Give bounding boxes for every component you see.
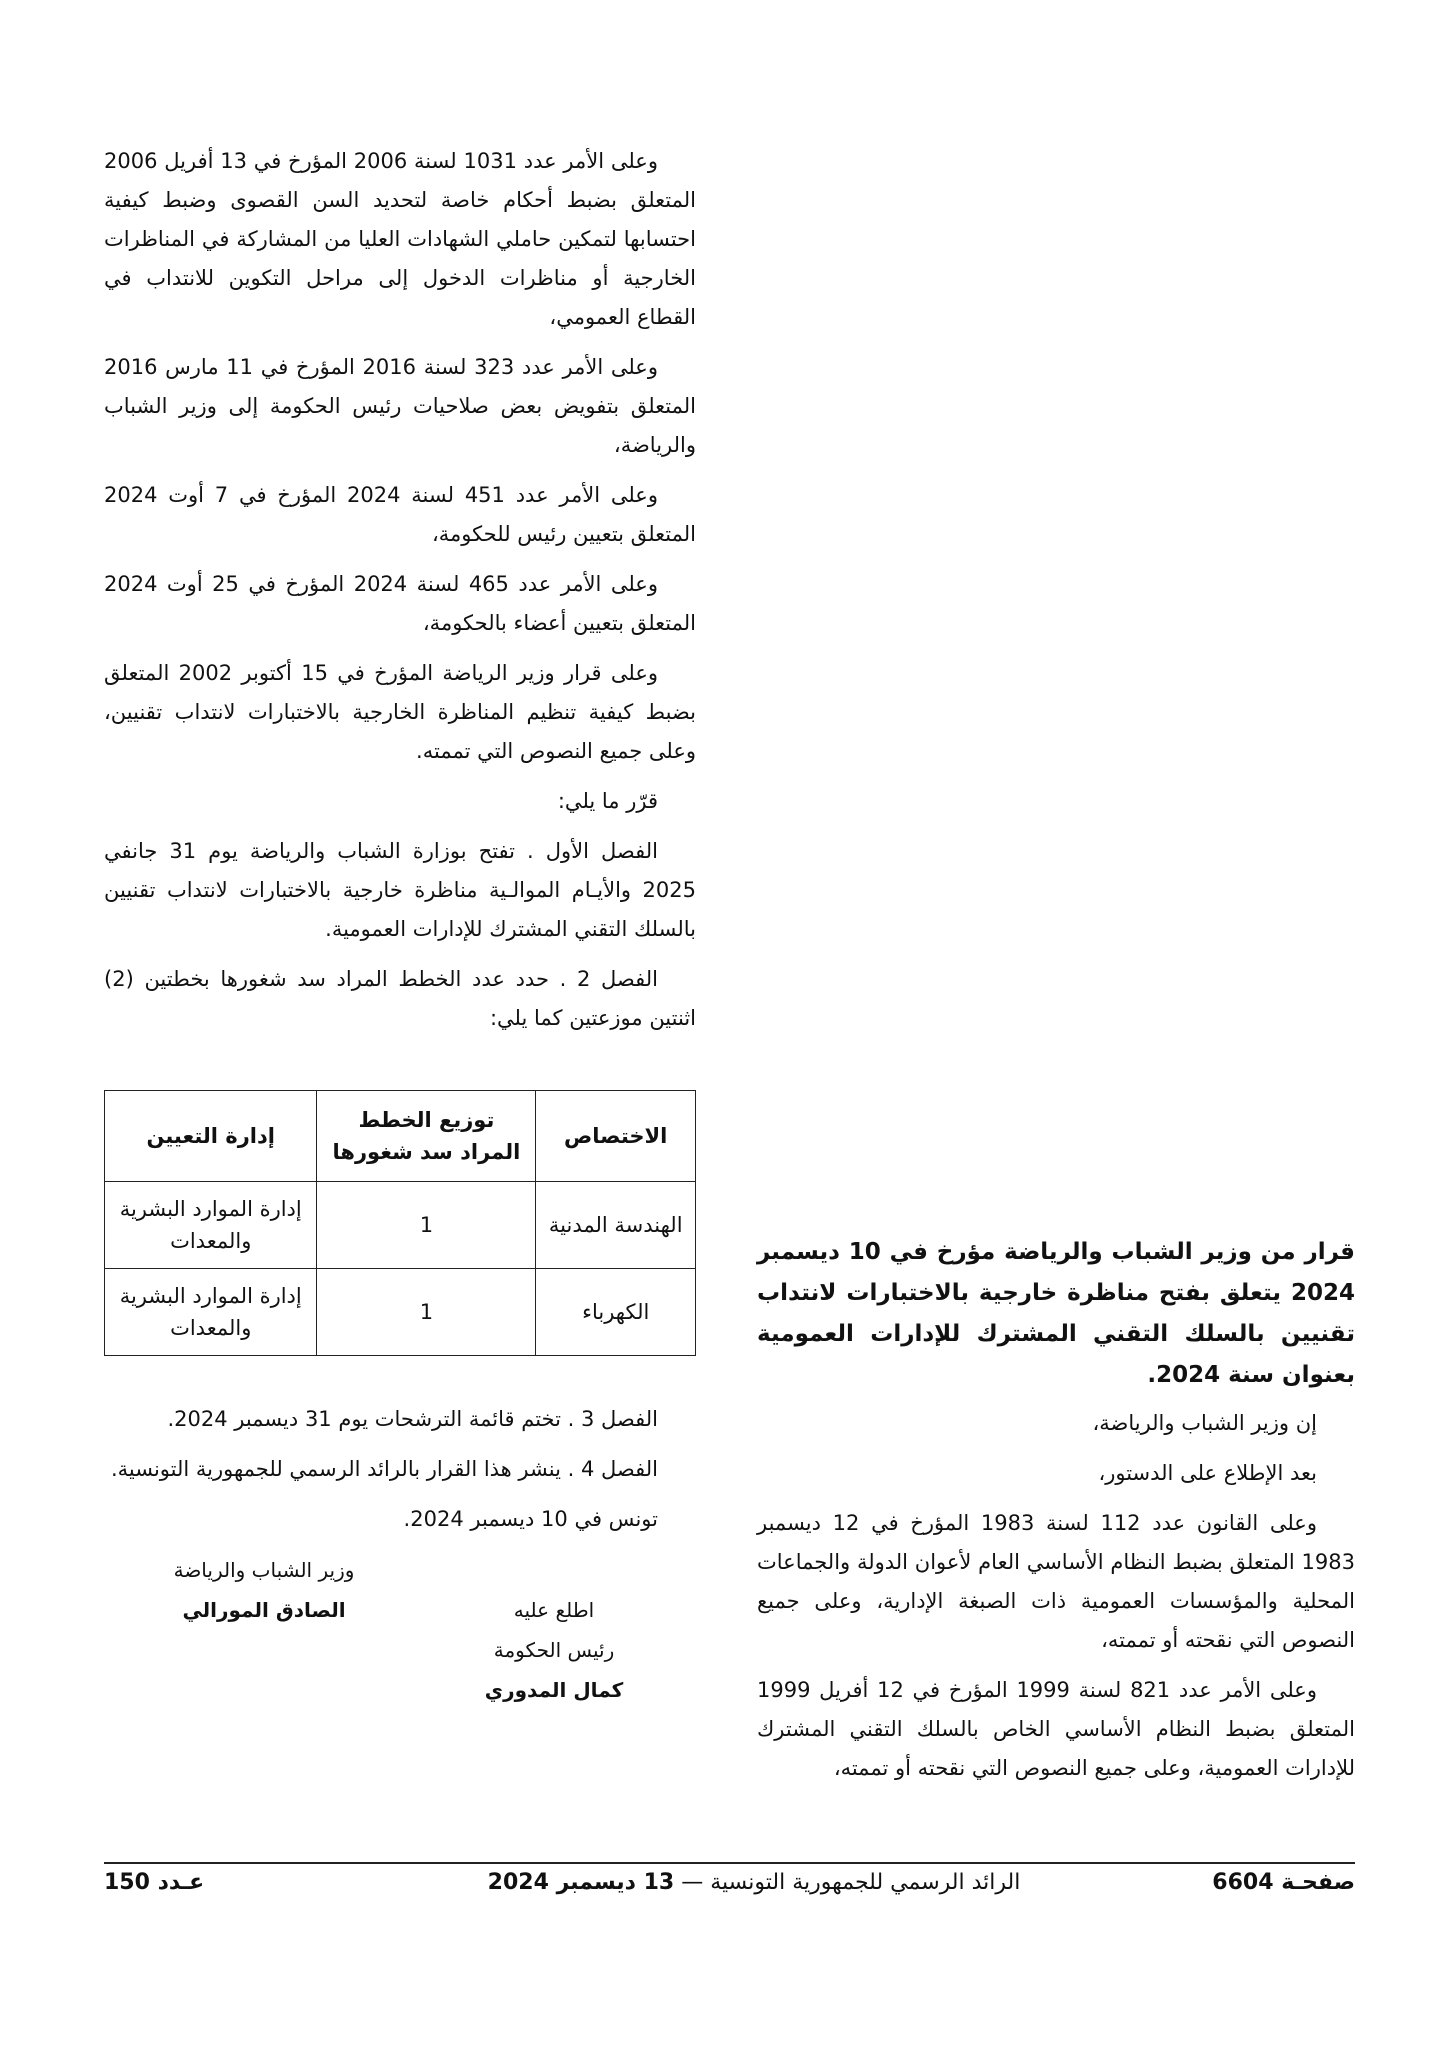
cell-specialty: الكهرباء [536,1269,696,1356]
header-administration: إدارة التعيين [105,1091,317,1182]
paragraph-decree-323: وعلى الأمر عدد 323 لسنة 2016 المؤرخ في 11 مارس 2016 المتعلق بتفويض بعض صلاحيات رئيس الحكومة إلى وزير الشباب والرياضة، [104,355,696,457]
opening-line: إن وزير الشباب والرياضة، [1092,1411,1317,1435]
issue-number: عـدد 150 [104,1870,205,1895]
page-number: صفحـة 6604 [1212,1870,1355,1895]
paragraph-decree-1031: وعلى الأمر عدد 1031 لسنة 2006 المؤرخ في 13 أفريل 2006 المتعلق بضبط أحكام خاصة لتحديد السن القصوى وضبط كيفية احتسابها لتمكين حاملي الشهادات العليا من المشاركة في المناظرات الخارجية أو مناظرات الدخول إلى مراحل التكوين للانتداب في القطاع العمومي، [104,149,696,329]
article-2: الفصل 2 . حدد عدد الخطط المراد سد شغورها بخطتين (2) اثنتين موزعتين كما يلي: [104,967,696,1030]
header-specialty: الاختصاص [536,1091,696,1182]
table-header-row [105,1091,696,1182]
cell-administration: إدارة الموارد البشرية والمعدات [105,1182,317,1269]
cell-specialty: الهندسة المدنية [536,1182,696,1269]
right-column [757,1232,1355,1799]
left-column [104,142,696,1770]
page-footer [104,1870,1355,1910]
constitution-line: بعد الإطلاع على الدستور، [1098,1461,1317,1485]
pm-approval [464,1590,644,1710]
positions-table [104,1090,696,1356]
place-date: تونس في 10 ديسمبر 2024. [403,1507,658,1531]
decides-heading: قرّر ما يلي: [557,789,658,813]
article-4: الفصل 4 . ينشر هذا القرار بالرائد الرسمي للجمهورية التونسية. [110,1457,658,1481]
paragraph-decree-451: وعلى الأمر عدد 451 لسنة 2024 المؤرخ في 7 أوت 2024 المتعلق بتعيين رئيس للحكومة، [104,483,696,546]
pm-name: كمال المدوري [484,1678,624,1702]
table-row [105,1269,696,1356]
closing-articles [104,1400,696,1539]
footer-divider [104,1862,1355,1864]
signature-block [104,1550,696,1770]
paragraph-order-2002: وعلى قرار وزير الرياضة المؤرخ في 15 أكتوبر 2002 المتعلق بضبط كيفية تنظيم المناظرة الخارجية بالاختبارات لانتداب تقنيين، وعلى جميع النصوص التي تممته. [104,661,696,763]
table-row [105,1182,696,1269]
header-distribution: توزيع الخطط المراد سد شغورها [317,1091,536,1182]
seen-label: اطلع عليه [513,1598,595,1622]
article-1: الفصل الأول . تفتح بوزارة الشباب والرياضة يوم 31 جانفي 2025 والأيـام الموالـية مناظرة خارجية بالاختبارات لانتداب تقنيين بالسلك التقني المشترك للإدارات العمومية. [104,839,696,941]
cell-administration: إدارة الموارد البشرية والمعدات [105,1269,317,1356]
journal-date: 13 ديسمبر 2024 [487,1870,675,1895]
journal-line [454,1870,1054,1895]
decree-title: قرار من وزير الشباب والرياضة مؤرخ في 10 ديسمبر 2024 يتعلق بفتح مناظرة خارجية بالاختبارات لانتداب تقنيين بالسلك التقني المشترك للإدارات العمومية بعنوان سنة 2024. [757,1239,1355,1388]
journal-name: الرائد الرسمي للجمهورية التونسية — [681,1870,1021,1895]
paragraph-decree-465: وعلى الأمر عدد 465 لسنة 2024 المؤرخ في 25 أوت 2024 المتعلق بتعيين أعضاء بالحكومة، [104,572,696,635]
positions-table-wrapper [104,1090,696,1356]
minister-name: الصادق المورالي [182,1598,346,1622]
paragraph-law-112: وعلى القانون عدد 112 لسنة 1983 المؤرخ في 12 ديسمبر 1983 المتعلق بضبط النظام الأساسي العام لأعوان الدولة والجماعات المحلية والمؤسسات العمومية ذات الصبغة الإدارية، وعلى جميع النصوص التي نقحته أو تممته، [757,1511,1355,1652]
minister-title: وزير الشباب والرياضة [173,1558,355,1582]
cell-count: 1 [317,1269,536,1356]
article-3: الفصل 3 . تختم قائمة الترشحات يوم 31 ديسمبر 2024. [167,1407,658,1431]
cell-count: 1 [317,1182,536,1269]
pm-title: رئيس الحكومة [493,1638,615,1662]
minister-signature [134,1550,394,1630]
paragraph-decree-821: وعلى الأمر عدد 821 لسنة 1999 المؤرخ في 12 أفريل 1999 المتعلق بضبط النظام الأساسي الخاص بالسلك التقني المشترك للإدارات العمومية، وعلى جميع النصوص التي نقحته أو تممته، [757,1678,1355,1780]
